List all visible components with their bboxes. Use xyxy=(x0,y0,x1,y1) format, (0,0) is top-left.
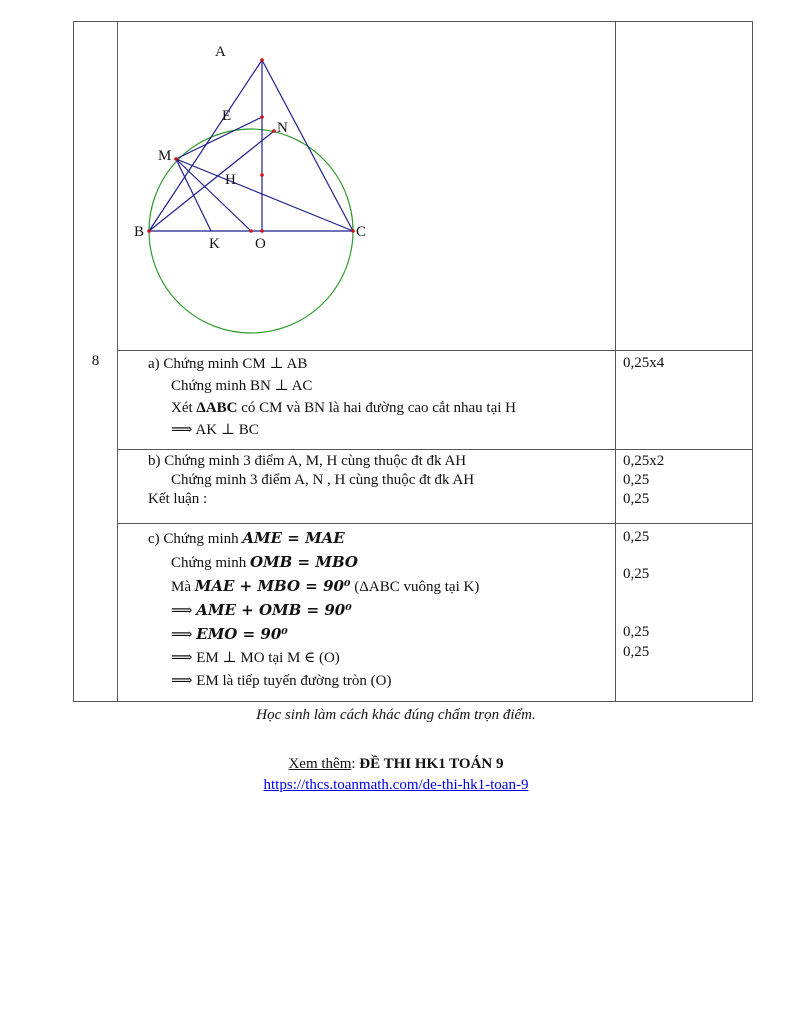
label-c: C xyxy=(356,224,367,240)
see-more-line xyxy=(0,756,792,773)
part-c-line-1 xyxy=(148,527,615,551)
part-a-point-1: 0,25x4 xyxy=(623,355,665,371)
angle-equation-4: AME + OMB = 90⁰ xyxy=(196,601,352,619)
part-c-line-5-pre: ⟹ xyxy=(171,627,197,643)
question-number: 8 xyxy=(74,22,118,702)
point-m xyxy=(174,157,178,161)
part-b-line-1: b) Chứng minh 3 điểm A, M, H cùng thuộc đt đk AH xyxy=(148,453,467,469)
point-o xyxy=(249,229,253,233)
part-c-point-3: 0,25 xyxy=(623,624,650,640)
geometry-figure xyxy=(118,22,616,350)
segment-mk xyxy=(176,159,211,231)
part-c-line-5 xyxy=(148,623,615,647)
toanmath-link[interactable]: https://thcs.toanmath.com/de-thi-hk1-toan-9 xyxy=(263,777,529,793)
part-c-line-2 xyxy=(148,551,615,575)
label-m: M xyxy=(158,148,172,164)
part-b-points xyxy=(616,450,753,524)
label-a: A xyxy=(215,44,226,60)
label-h: H xyxy=(225,172,236,188)
part-b-point-1: 0,25x2 xyxy=(623,453,665,469)
point-b xyxy=(147,229,151,233)
angle-equation-2: OMB = MBO xyxy=(249,553,358,571)
point-h xyxy=(260,173,264,177)
part-c-line-3-post: (ΔABC vuông tại K) xyxy=(350,579,480,595)
segment-ac xyxy=(262,60,353,231)
part-c-line-6: ⟹ EM ⊥ MO tại M ∈ (O) xyxy=(171,650,340,666)
label-k: K xyxy=(209,236,220,252)
part-c-point-4: 0,25 xyxy=(623,644,650,660)
part-c-line-4 xyxy=(148,599,615,623)
segment-me xyxy=(176,117,262,159)
segment-ab xyxy=(149,60,262,231)
part-b-line-3: Kết luận : xyxy=(148,491,208,507)
figure-cell xyxy=(118,22,616,351)
part-c-solution xyxy=(118,524,616,702)
part-a-line-1: a) Chứng minh CM ⊥ AB xyxy=(148,356,308,372)
triangle-abc: ΔABC xyxy=(196,400,238,416)
label-e: E xyxy=(222,108,232,124)
part-a-points xyxy=(616,351,753,450)
footer-note: Học sinh làm cách khác đúng chấm trọn điểm. xyxy=(256,707,536,723)
point-k xyxy=(260,229,264,233)
part-c-line-3-pre: Mà xyxy=(171,579,195,595)
part-b-point-2: 0,25 xyxy=(623,472,650,488)
angle-equation-3: MAE + MBO = 90⁰ xyxy=(194,577,351,595)
part-c-line-2-pre: Chứng minh xyxy=(171,555,250,571)
segment-cm xyxy=(176,159,353,231)
part-c-line-7: ⟹ EM là tiếp tuyến đường tròn (O) xyxy=(171,673,392,689)
segment-bn xyxy=(149,131,274,231)
part-a-line-3-pre: Xét xyxy=(171,400,197,416)
see-more-title: ĐỀ THI HK1 TOÁN 9 xyxy=(359,756,504,772)
part-a-line-4: ⟹ AK ⊥ BC xyxy=(171,422,259,438)
part-c-line-4-pre: ⟹ xyxy=(171,603,197,619)
part-b-line-2: Chứng minh 3 điểm A, N , H cùng thuộc đt đk AH xyxy=(171,472,475,488)
part-c-points xyxy=(616,524,753,702)
part-c-line-1-pre: c) Chứng minh xyxy=(148,531,243,547)
point-e xyxy=(260,115,264,119)
part-b-point-3: 0,25 xyxy=(623,491,650,507)
angle-equation-1: AME = MAE xyxy=(242,529,345,547)
segment-mo xyxy=(176,159,251,231)
see-more-separator: : xyxy=(351,756,360,772)
part-c-point-1: 0,25 xyxy=(623,529,650,545)
part-a-line-3 xyxy=(148,397,615,419)
part-c-line-3 xyxy=(148,575,615,599)
label-o: O xyxy=(255,236,266,252)
part-b-solution xyxy=(118,450,616,524)
label-b: B xyxy=(134,224,145,240)
grading-table xyxy=(73,21,753,702)
point-a xyxy=(260,58,264,62)
label-n: N xyxy=(277,120,288,136)
point-n xyxy=(272,129,276,133)
point-c xyxy=(351,229,355,233)
part-c-point-2: 0,25 xyxy=(623,566,650,582)
part-a-line-3-post: có CM và BN là hai đường cao cắt nhau tại H xyxy=(237,400,516,416)
angle-equation-5: EMO = 90⁰ xyxy=(196,625,288,643)
figure-points-cell xyxy=(616,22,753,351)
part-a-line-2: Chứng minh BN ⊥ AC xyxy=(171,378,313,394)
part-a-solution xyxy=(118,351,616,450)
see-more-label: Xem thêm xyxy=(288,756,352,772)
